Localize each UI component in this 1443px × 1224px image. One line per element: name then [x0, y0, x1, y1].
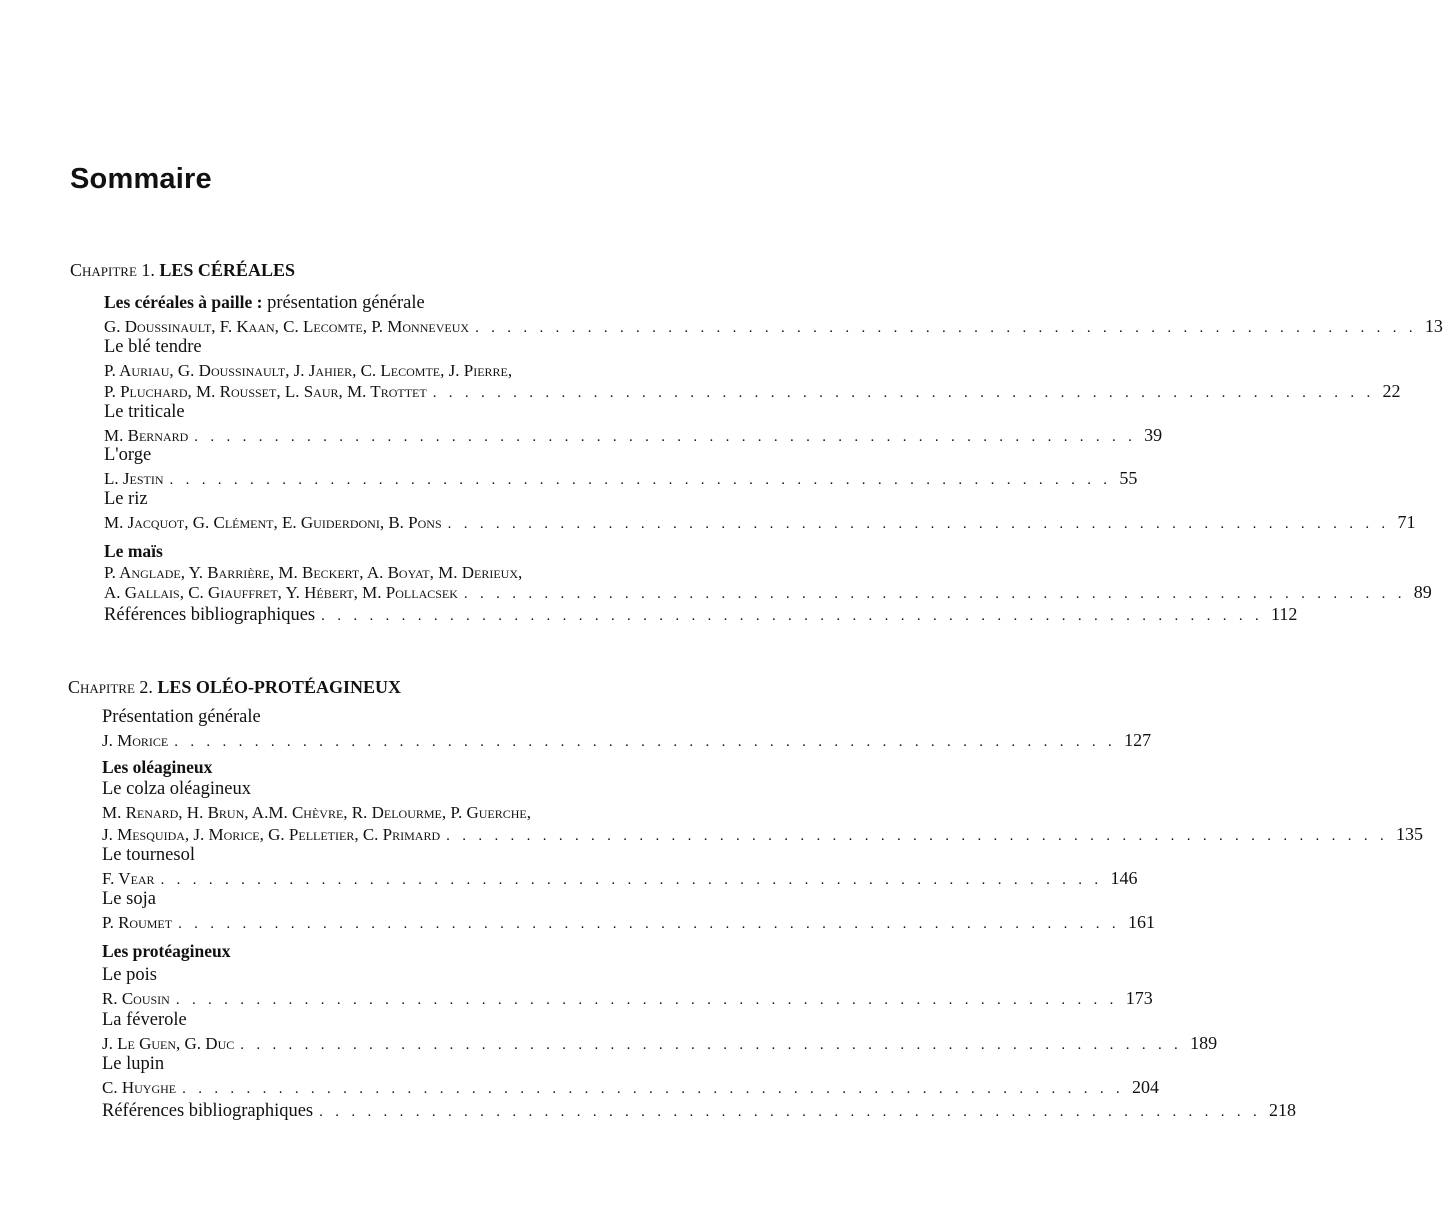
dot-leader: . . . . . . . . . . . . . . . . . . . . . . . . . . . . . . . . . . . . . . . . . . . . . . . . . . . . . . . . . . . [178, 916, 1120, 932]
page-number: 55 [1119, 468, 1138, 488]
section-cereales-paille-rest: présentation générale [267, 293, 425, 313]
toc-entry-tournesol[interactable] [102, 868, 1138, 892]
page-number: 189 [1190, 1033, 1218, 1053]
page-number: 89 [1413, 582, 1432, 602]
dot-leader: . . . . . . . . . . . . . . . . . . . . . . . . . . . . . . . . . . . . . . . . . . . . . . . . . . . . . . . . . . . [174, 734, 1117, 750]
page-number: 22 [1382, 381, 1401, 401]
section-mais: Le maïs [104, 541, 163, 561]
section-triticale: Le triticale [104, 402, 185, 422]
toc-entry-references-1[interactable] [104, 604, 1298, 628]
subsection-proteagineux: Les protéagineux [102, 941, 231, 961]
dot-leader: . . . . . . . . . . . . . . . . . . . . . . . . . . . . . . . . . . . . . . . . . . . . . . . . . . . . . . . . . . . [321, 608, 1263, 624]
section-pois: Le pois [102, 965, 157, 985]
entry-authors: C. Huyghe [102, 1078, 177, 1097]
dot-leader: . . . . . . . . . . . . . . . . . . . . . . . . . . . . . . . . . . . . . . . . . . . . . . . . . . . . . . . . . . . [182, 1081, 1124, 1097]
page-number: 71 [1397, 512, 1416, 532]
chapter-1-heading [70, 260, 295, 281]
entry-authors: P. Roumet [102, 913, 173, 932]
entry-authors: A. Gallais, C. Giauffret, Y. Hébert, M. Pollacsek [104, 583, 458, 602]
dot-leader: . . . . . . . . . . . . . . . . . . . . . . . . . . . . . . . . . . . . . . . . . . . . . . . . . . . . . . . . . . . [463, 586, 1406, 602]
toc-entry-orge[interactable] [104, 468, 1138, 492]
dot-leader: . . . . . . . . . . . . . . . . . . . . . . . . . . . . . . . . . . . . . . . . . . . . . . . . . . . . . . . . . . . [446, 828, 1388, 844]
chapter-2-title: LES OLÉO-PROTÉAGINEUX [157, 677, 401, 697]
section-ble-tendre: Le blé tendre [104, 337, 202, 357]
entry-authors: F. Vear [102, 869, 155, 888]
section-presentation-generale: Présentation générale [102, 707, 261, 727]
page-number: 13 [1424, 316, 1443, 336]
toc-entry-soja[interactable] [102, 912, 1155, 936]
page-number: 39 [1144, 425, 1163, 445]
toc-entry-feverole[interactable] [102, 1033, 1218, 1057]
toc-entry-pois[interactable] [102, 988, 1153, 1012]
toc-entry-references-2[interactable] [102, 1100, 1296, 1124]
toc-entry-mais[interactable] [104, 582, 1432, 606]
toc-entry-riz[interactable] [104, 512, 1416, 536]
page-number: 135 [1396, 824, 1423, 844]
dot-leader: . . . . . . . . . . . . . . . . . . . . . . . . . . . . . . . . . . . . . . . . . . . . . . . . . . . . . . . . . . . [160, 872, 1103, 888]
chapter-1-title: LES CÉRÉALES [159, 260, 295, 280]
entry-authors-line: M. Renard, H. Brun, A.M. Chèvre, R. Delourme, P. Guerche, [102, 803, 531, 822]
dot-leader: . . . . . . . . . . . . . . . . . . . . . . . . . . . . . . . . . . . . . . . . . . . . . . . . . . . . . . . . . . . [175, 992, 1118, 1008]
toc-entry-triticale[interactable] [104, 425, 1163, 449]
page-number: 173 [1125, 988, 1153, 1008]
dot-leader: . . . . . . . . . . . . . . . . . . . . . . . . . . . . . . . . . . . . . . . . . . . . . . . . . . . . . . . . . . . [169, 472, 1112, 488]
entry-authors: J. Mesquida, J. Morice, G. Pelletier, C. Primard [102, 825, 441, 844]
toc-entry-lupin[interactable] [102, 1077, 1159, 1101]
toc-entry-ble-tendre[interactable] [104, 381, 1401, 405]
dot-leader: . . . . . . . . . . . . . . . . . . . . . . . . . . . . . . . . . . . . . . . . . . . . . . . . . . . . . . . . . . . [194, 429, 1137, 445]
references-label: Références bibliographiques [104, 605, 316, 625]
page-number: 204 [1131, 1077, 1159, 1097]
entry-authors-line: P. Anglade, Y. Barrière, M. Beckert, A. Boyat, M. Derieux, [104, 563, 523, 582]
entry-authors: L. Jestin [104, 469, 164, 488]
chapter-2-heading [68, 677, 401, 698]
dot-leader: . . . . . . . . . . . . . . . . . . . . . . . . . . . . . . . . . . . . . . . . . . . . . . . . . . . . . . . . . . . [432, 385, 1375, 401]
entry-authors: P. Pluchard, M. Rousset, L. Saur, M. Trottet [104, 382, 427, 401]
dot-leader: . . . . . . . . . . . . . . . . . . . . . . . . . . . . . . . . . . . . . . . . . . . . . . . . . . . . . . . . . . . [475, 320, 1417, 336]
page-number: 146 [1110, 868, 1138, 888]
entry-authors: R. Cousin [102, 989, 170, 1008]
page-number: 127 [1124, 730, 1152, 750]
subsection-oleagineux: Les oléagineux [102, 757, 213, 777]
entry-authors: G. Doussinault, F. Kaan, C. Lecomte, P. Monneveux [104, 317, 470, 336]
section-feverole: La féverole [102, 1010, 187, 1030]
section-colza: Le colza oléagineux [102, 779, 251, 799]
references-label: Références bibliographiques [102, 1101, 314, 1121]
entry-authors-line: P. Auriau, G. Doussinault, J. Jahier, C. Lecomte, J. Pierre, [104, 361, 513, 380]
entry-authors: M. Bernard [104, 426, 189, 445]
dot-leader: . . . . . . . . . . . . . . . . . . . . . . . . . . . . . . . . . . . . . . . . . . . . . . . . . . . . . . . . . . . [447, 516, 1390, 532]
dot-leader: . . . . . . . . . . . . . . . . . . . . . . . . . . . . . . . . . . . . . . . . . . . . . . . . . . . . . . . . . . . [319, 1104, 1261, 1120]
page-number: 218 [1269, 1100, 1296, 1120]
entry-authors: J. Morice [102, 731, 169, 750]
section-riz: Le riz [104, 489, 148, 509]
chapter-1-prefix: Chapitre 1. [70, 260, 155, 280]
section-cereales-paille-bold: Les céréales à paille : [104, 292, 263, 312]
page-title: Sommaire [70, 163, 212, 195]
section-cereales-paille [104, 292, 425, 314]
entry-authors: M. Jacquot, G. Clément, E. Guiderdoni, B. Pons [104, 513, 442, 532]
section-lupin: Le lupin [102, 1054, 165, 1074]
section-tournesol: Le tournesol [102, 845, 195, 865]
section-orge: L'orge [104, 445, 152, 465]
toc-entry-presentation[interactable] [102, 730, 1152, 754]
page-number: 112 [1271, 604, 1298, 624]
page-number: 161 [1127, 912, 1155, 932]
dot-leader: . . . . . . . . . . . . . . . . . . . . . . . . . . . . . . . . . . . . . . . . . . . . . . . . . . . . . . . . . . . [240, 1037, 1183, 1053]
chapter-2-prefix: Chapitre 2. [68, 677, 153, 697]
entry-authors: J. Le Guen, G. Duc [102, 1034, 235, 1053]
section-soja: Le soja [102, 889, 156, 909]
